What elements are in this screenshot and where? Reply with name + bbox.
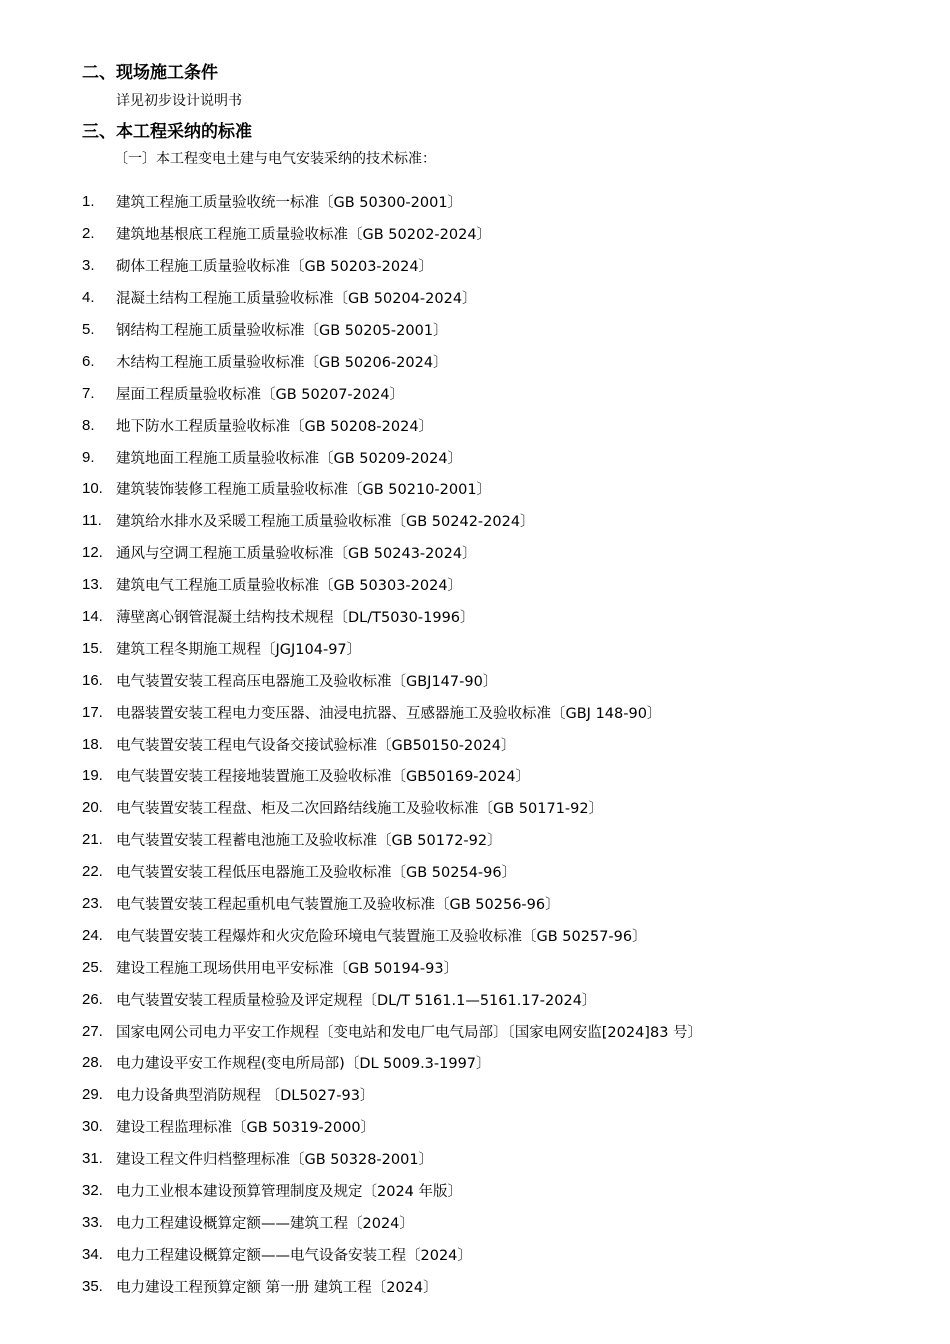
standard-number: 35. — [82, 1277, 103, 1295]
standard-list-item — [82, 760, 902, 792]
standard-list-item — [82, 1079, 902, 1111]
standard-number: 27. — [82, 1022, 103, 1040]
standard-title: 薄壁离心钢管混凝土结构技术规程〔DL/T5030-1996〕 — [116, 610, 475, 627]
standard-list-item — [82, 1238, 902, 1270]
standard-number: 33. — [82, 1213, 103, 1231]
standard-title: 电气装置安装工程盘、柜及二次回路结线施工及验收标准〔GB 50171-92〕 — [116, 801, 604, 818]
standard-list-item — [82, 951, 902, 983]
standard-number: 22. — [82, 863, 103, 881]
standard-list-item — [82, 1111, 902, 1143]
standard-list-item — [82, 983, 902, 1015]
standard-list-item — [82, 218, 902, 250]
standard-number: 18. — [82, 735, 103, 753]
section-2-description: 详见初步设计说明书 — [116, 93, 242, 109]
standard-title: 混凝土结构工程施工质量验收标准〔GB 50204-2024〕 — [116, 291, 477, 308]
standard-list-item — [82, 1143, 902, 1175]
standard-list-item — [82, 856, 902, 888]
standard-title: 电力工程建设概算定额——电气设备安装工程〔2024〕 — [116, 1247, 472, 1264]
standard-list-item — [82, 473, 902, 505]
standard-number: 24. — [82, 926, 103, 944]
standard-number: 30. — [82, 1118, 103, 1136]
standard-number: 20. — [82, 799, 103, 817]
standard-title: 电力建设工程预算定额 第一册 建筑工程〔2024〕 — [116, 1279, 438, 1296]
standard-list-item — [82, 377, 902, 409]
standard-list-item — [82, 186, 902, 218]
standard-list-item — [82, 250, 902, 282]
standard-number: 28. — [82, 1054, 103, 1072]
standard-list-item — [82, 1015, 902, 1047]
standard-list-item — [82, 1175, 902, 1207]
section-2-heading: 二、现场施工条件 — [82, 63, 218, 83]
standard-list-item — [82, 792, 902, 824]
standard-title: 建筑工程冬期施工规程〔JGJ104-97〕 — [116, 641, 362, 658]
standard-number: 4. — [82, 289, 95, 307]
standard-number: 1. — [82, 193, 95, 211]
standard-list-item — [82, 409, 902, 441]
standard-title: 电力建设平安工作规程(变电所局部)〔DL 5009.3-1997〕 — [116, 1056, 491, 1073]
standard-title: 建筑电气工程施工质量验收标准〔GB 50303-2024〕 — [116, 578, 463, 595]
standard-title: 电力工程建设概算定额——建筑工程〔2024〕 — [116, 1215, 414, 1232]
standard-number: 16. — [82, 671, 103, 689]
standard-title: 电气装置安装工程蓄电池施工及验收标准〔GB 50172-92〕 — [116, 833, 502, 850]
standard-number: 9. — [82, 448, 95, 466]
standard-number: 10. — [82, 480, 103, 498]
standard-title: 电气装置安装工程电气设备交接试验标准〔GB50150-2024〕 — [116, 737, 516, 754]
standard-title: 木结构工程施工质量验收标准〔GB 50206-2024〕 — [116, 354, 448, 371]
standard-list-item — [82, 1207, 902, 1239]
standard-title: 国家电网公司电力平安工作规程〔变电站和发电厂电气局部〕〔国家电网安监[2024]83 号〕 — [116, 1024, 703, 1041]
standard-title: 通风与空调工程施工质量验收标准〔GB 50243-2024〕 — [116, 546, 477, 563]
standard-number: 21. — [82, 831, 103, 849]
standard-title: 建筑给水排水及采暖工程施工质量验收标准〔GB 50242-2024〕 — [116, 514, 535, 531]
standard-number: 2. — [82, 225, 95, 243]
standard-title: 电气装置安装工程质量检验及评定规程〔DL/T 5161.1—5161.17-2024〕 — [116, 992, 597, 1009]
standard-number: 19. — [82, 767, 103, 785]
standard-title: 建设工程文件归档整理标准〔GB 50328-2001〕 — [116, 1152, 434, 1169]
standard-number: 6. — [82, 352, 95, 370]
standard-number: 7. — [82, 384, 95, 402]
standard-title: 电气装置安装工程高压电器施工及验收标准〔GBJ147-90〕 — [116, 673, 498, 690]
standard-list-item — [82, 696, 902, 728]
standard-title: 电器装置安装工程电力变压器、油浸电抗器、互感器施工及验收标准〔GBJ 148-90〕 — [116, 705, 662, 722]
standard-title: 电气装置安装工程爆炸和火灾危险环境电气装置施工及验收标准〔GB 50257-96〕 — [116, 928, 647, 945]
standard-number: 8. — [82, 416, 95, 434]
standard-list-item — [82, 919, 902, 951]
standard-list-item — [82, 1270, 902, 1302]
standard-title: 建设工程监理标准〔GB 50319-2000〕 — [116, 1120, 376, 1137]
standard-list-item — [82, 1047, 902, 1079]
standard-title: 电气装置安装工程起重机电气装置施工及验收标准〔GB 50256-96〕 — [116, 897, 560, 914]
standard-list-item — [82, 888, 902, 920]
standards-list — [82, 186, 902, 1302]
standard-list-item — [82, 664, 902, 696]
standard-title: 电力工业根本建设预算管理制度及规定〔2024 年版〕 — [116, 1184, 463, 1201]
standard-number: 29. — [82, 1086, 103, 1104]
standard-number: 31. — [82, 1150, 103, 1168]
standard-number: 25. — [82, 958, 103, 976]
standard-number: 34. — [82, 1245, 103, 1263]
standard-title: 电气装置安装工程接地装置施工及验收标准〔GB50169-2024〕 — [116, 769, 530, 786]
section-3-heading: 三、本工程采纳的标准 — [82, 122, 252, 142]
standard-list-item — [82, 728, 902, 760]
standard-list-item — [82, 632, 902, 664]
standard-number: 23. — [82, 895, 103, 913]
standard-title: 地下防水工程质量验收标准〔GB 50208-2024〕 — [116, 418, 434, 435]
standard-list-item — [82, 601, 902, 633]
standard-title: 钢结构工程施工质量验收标准〔GB 50205-2001〕 — [116, 323, 448, 339]
section-3-subheading: 〔一〕本工程变电土建与电气安装采纳的技术标准： — [114, 151, 436, 167]
standard-list-item — [82, 282, 902, 314]
standard-title: 建设工程施工现场供用电平安标准〔GB 50194-93〕 — [116, 960, 459, 977]
standard-number: 11. — [82, 512, 102, 530]
standard-title: 建筑装饰装修工程施工质量验收标准〔GB 50210-2001〕 — [116, 482, 492, 499]
standard-list-item — [82, 824, 902, 856]
standard-list-item — [82, 441, 902, 473]
standard-number: 32. — [82, 1182, 103, 1200]
standard-number: 5. — [82, 321, 95, 338]
standard-list-item — [82, 314, 902, 346]
standard-number: 12. — [82, 544, 103, 562]
standard-number: 14. — [82, 608, 103, 626]
standard-title: 电力设备典型消防规程 〔DL5027-93〕 — [116, 1088, 375, 1105]
standard-number: 3. — [82, 257, 95, 275]
standard-number: 17. — [82, 703, 103, 721]
standard-title: 建筑地面工程施工质量验收标准〔GB 50209-2024〕 — [116, 450, 463, 467]
standard-title: 砌体工程施工质量验收标准〔GB 50203-2024〕 — [116, 259, 434, 276]
standard-title: 建筑工程施工质量验收统一标准〔GB 50300-2001〕 — [116, 195, 463, 212]
standard-list-item — [82, 569, 902, 601]
standard-number: 26. — [82, 990, 103, 1008]
standard-list-item — [82, 505, 902, 537]
standard-title: 建筑地基根底工程施工质量验收标准〔GB 50202-2024〕 — [116, 227, 492, 244]
standard-number: 13. — [82, 576, 103, 594]
standard-list-item — [82, 345, 902, 377]
standard-list-item — [82, 537, 902, 569]
standard-title: 屋面工程质量验收标准〔GB 50207-2024〕 — [116, 386, 405, 403]
standard-number: 15. — [82, 639, 103, 657]
standard-title: 电气装置安装工程低压电器施工及验收标准〔GB 50254-96〕 — [116, 865, 517, 882]
